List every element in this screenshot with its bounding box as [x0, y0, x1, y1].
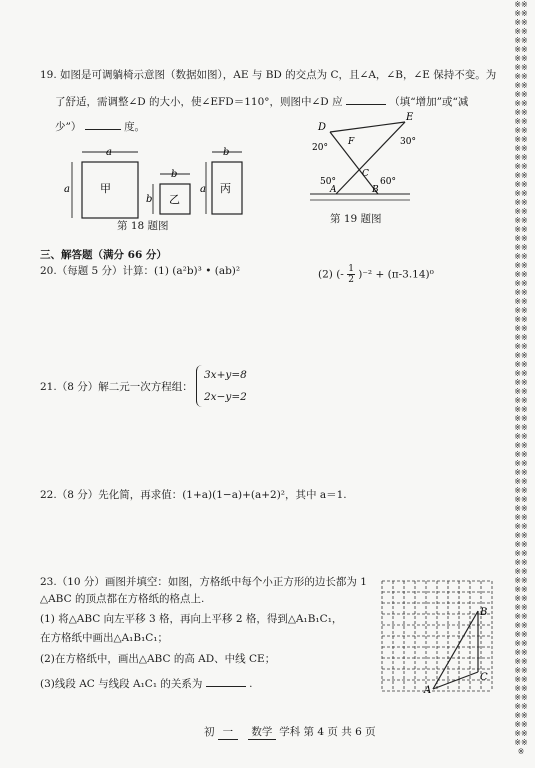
- q20-fraction: [347, 264, 355, 285]
- figure-19: [300, 108, 430, 208]
- q19-line1: 19. 如图是可调躺椅示意图（数据如图），AE 与 BD 的交点为 C，且∠A，∠B，∠E 保持不变。为: [40, 69, 497, 81]
- q23-line4: 在方格纸中画出△A₁B₁C₁；: [40, 632, 169, 644]
- q19-line2: [55, 94, 468, 109]
- binding-strip: ※※※※※※※※※※※※※※※※※※※※※※※※※※※※※※※※※※※※※※※※※※※※※※※※※※※※※※※※※※※※※※※※※※※※※※※※※※※※※※※※※※※※※※※※※※※※※※※※※※※※※※※※※※※※※※※※※※※※※※※※※※※※※※※※※※※※※※※※※※※※※※※※※※※※※※※※※※※※※※※※※※※※※※※: [514, 0, 528, 756]
- sq1-left-label: a: [64, 184, 70, 195]
- footer-page-info: 学科 第 4 页 共 6 页: [279, 726, 376, 738]
- label-c: C: [362, 169, 369, 179]
- footer: [204, 725, 376, 740]
- q20-fraction-den: 2: [348, 275, 354, 285]
- grid-label-c: C: [480, 672, 488, 683]
- side-ac: [433, 672, 478, 689]
- q19-line2-end: （填“增加”或“减: [389, 96, 469, 108]
- q23-line2: △ABC 的顶点都在方格纸的格点上.: [40, 593, 205, 605]
- sq1-label: 甲: [100, 182, 111, 195]
- angle-b: 60°: [380, 177, 396, 187]
- q20-fraction-num: 1: [348, 264, 354, 274]
- q23-line5: (2)在方格纸中，画出△ABC 的高 AD、中线 CE；: [40, 653, 276, 665]
- q20-part2-a: (2) (-: [318, 268, 344, 281]
- sq2-label: 乙: [169, 193, 180, 206]
- footer-grade-value: 一: [218, 725, 238, 740]
- q23-line6-end: .: [249, 678, 253, 690]
- figure-19-caption: 第 19 题图: [330, 213, 382, 225]
- q23-line6-text: (3)线段 AC 与线段 A₁C₁ 的关系为: [40, 678, 203, 690]
- label-a: A: [330, 185, 337, 195]
- q20-part1: 20.（每题 5 分）计算：(1) (a²b)³ • (ab)²: [40, 265, 241, 277]
- q21-eq2: 2x−y=2: [204, 391, 247, 403]
- grid-lines: [382, 581, 492, 691]
- label-f: F: [348, 137, 355, 147]
- angle-d: 20°: [312, 143, 328, 153]
- q23-line6: [40, 676, 252, 691]
- q20-part2-b: )⁻² + (π-3.14)⁰: [358, 268, 434, 281]
- q23-line1: 23.（10 分）画图并填空：如图，方格纸中每个小正方形的边长都为 1: [40, 576, 367, 588]
- q19-blank-2[interactable]: [85, 119, 121, 130]
- angle-a: 50°: [320, 177, 336, 187]
- footer-subject: 数学: [248, 725, 276, 740]
- sq3-top-label: b: [223, 147, 230, 158]
- q19-line3-end: 度。: [124, 121, 146, 133]
- grid-label-a: A: [424, 685, 432, 695]
- q19-line3-text: 少”）: [55, 121, 82, 133]
- footer-grade: 初: [204, 726, 215, 738]
- sq2-top-label: b: [171, 169, 178, 180]
- grid-figure: [378, 577, 493, 695]
- figure-18-caption: 第 18 题图: [117, 220, 169, 232]
- q21-prompt: 21.（8 分）解二元一次方程组：: [40, 381, 193, 393]
- section-3-title: 三、解答题（满分 66 分）: [40, 249, 167, 261]
- label-b: B: [372, 185, 379, 195]
- side-ab: [433, 611, 478, 689]
- q20-part2: [318, 264, 434, 285]
- sq3-left-label: a: [200, 184, 206, 195]
- q23-line3: (1) 将△ABC 向左平移 3 格，再向上平移 2 格，得到△A₁B₁C₁，: [40, 613, 343, 625]
- q21-eq1: 3x+y=8: [204, 369, 247, 381]
- angle-e: 30°: [400, 137, 416, 147]
- label-e: E: [406, 112, 414, 123]
- q22-text: 22.（8 分）先化简，再求值：(1+a)(1−a)+(a+2)²，其中 a＝1.: [40, 489, 347, 501]
- line-de: [330, 122, 405, 132]
- q19-line2-text: 了舒适，需调整∠D 的大小，使∠EFD＝110°，则图中∠D 应: [55, 96, 343, 108]
- sq3-label: 丙: [220, 182, 231, 195]
- q19-blank-1[interactable]: [346, 94, 386, 105]
- sq1-top-label: a: [106, 147, 112, 158]
- label-d: D: [318, 122, 327, 133]
- q23-blank[interactable]: [206, 676, 246, 687]
- grid-label-b: B: [480, 607, 488, 618]
- sq2-left-label: b: [146, 194, 153, 205]
- q19-line3: [55, 119, 145, 134]
